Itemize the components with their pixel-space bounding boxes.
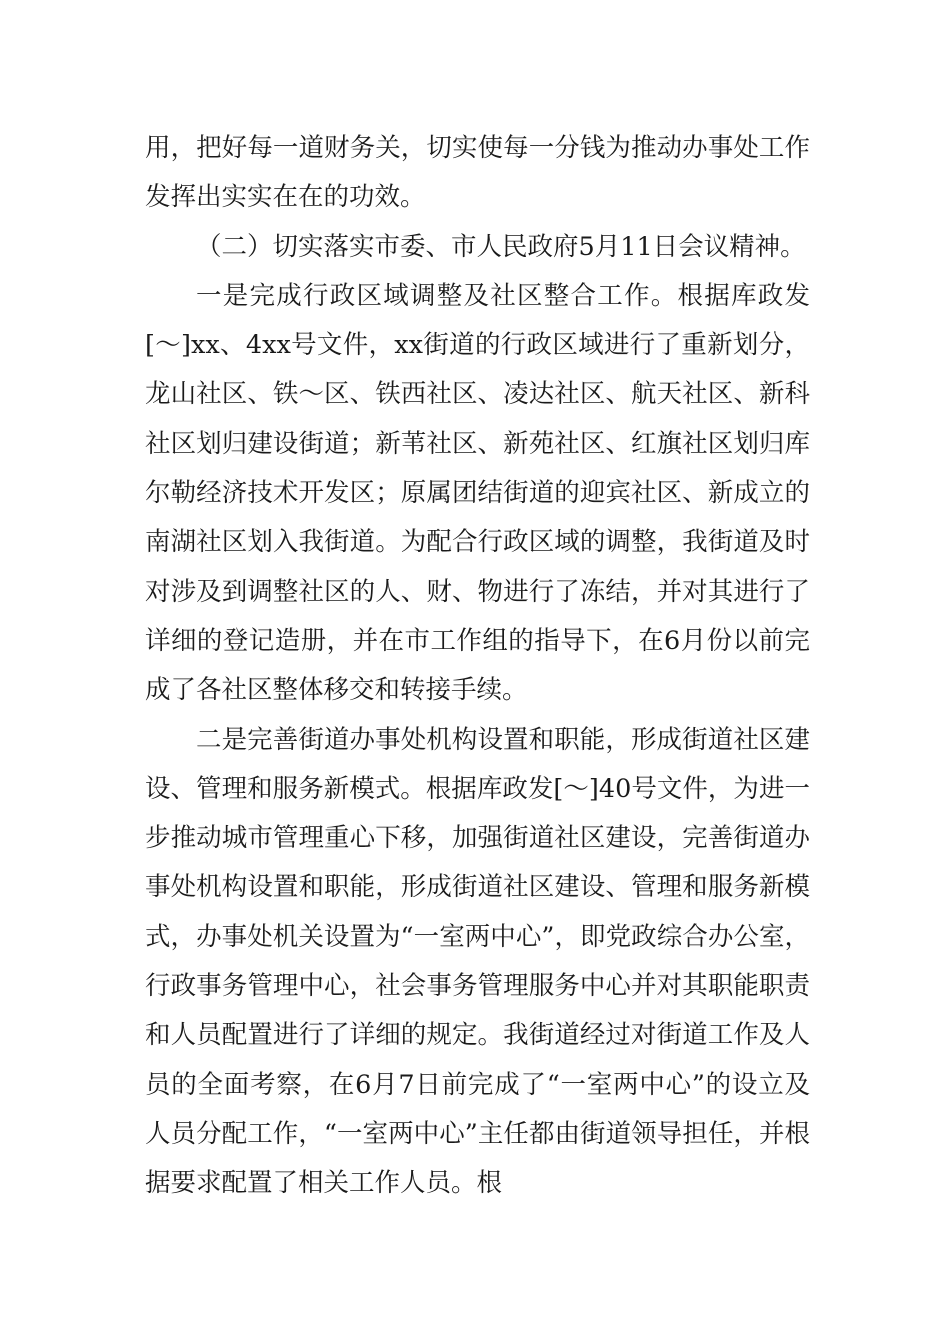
paragraph-continuation: 用，把好每一道财务关，切实使每一分钱为推动办事处工作发挥出实实在在的功效。 (145, 133, 810, 213)
document-body (145, 124, 810, 1209)
paragraph-office-structure: 二是完善街道办事处机构设置和职能，形成街道社区建设、管理和服务新模式。根据库政发[～]40号文件，为进一步推动城市管理重心下移，加强街道社区建设，完善街道办事处机构设置和职能，形成街道社区建设、管理和服务新模式，办事处机关设置为“一室两中心”，即党政综合办公室，行政事务管理中心，社会事务管理服务中心并对其职能职责和人员配置进行了详细的规定。我街道经过对街道工作及人员的全面考察，在6月7日前完成了“一室两中心”的设立及人员分配工作，“一室两中心”主任都由街道领导担任，并根据要求配置了相关工作人员。根 (145, 724, 810, 1199)
section-heading: （二）切实落实市委、市人民政府5月11日会议精神。 (196, 231, 806, 262)
paragraph-district-adjustment: 一是完成行政区域调整及社区整合工作。根据库政发[～]xx、4xx号文件，xx街道的行政区域进行了重新划分，龙山社区、铁～区、铁西社区、凌达社区、航天社区、新科社区划归建设街道；新苇社区、新苑社区、红旗社区划归库尔勒经济技术开发区；原属团结街道的迎宾社区、新成立的南湖社区划入我街道。为配合行政区域的调整，我街道及时对涉及到调整社区的人、财、物进行了冻结，并对其进行了详细的登记造册，并在市工作组的指导下，在6月份以前完成了各社区整体移交和转接手续。 (145, 280, 810, 706)
